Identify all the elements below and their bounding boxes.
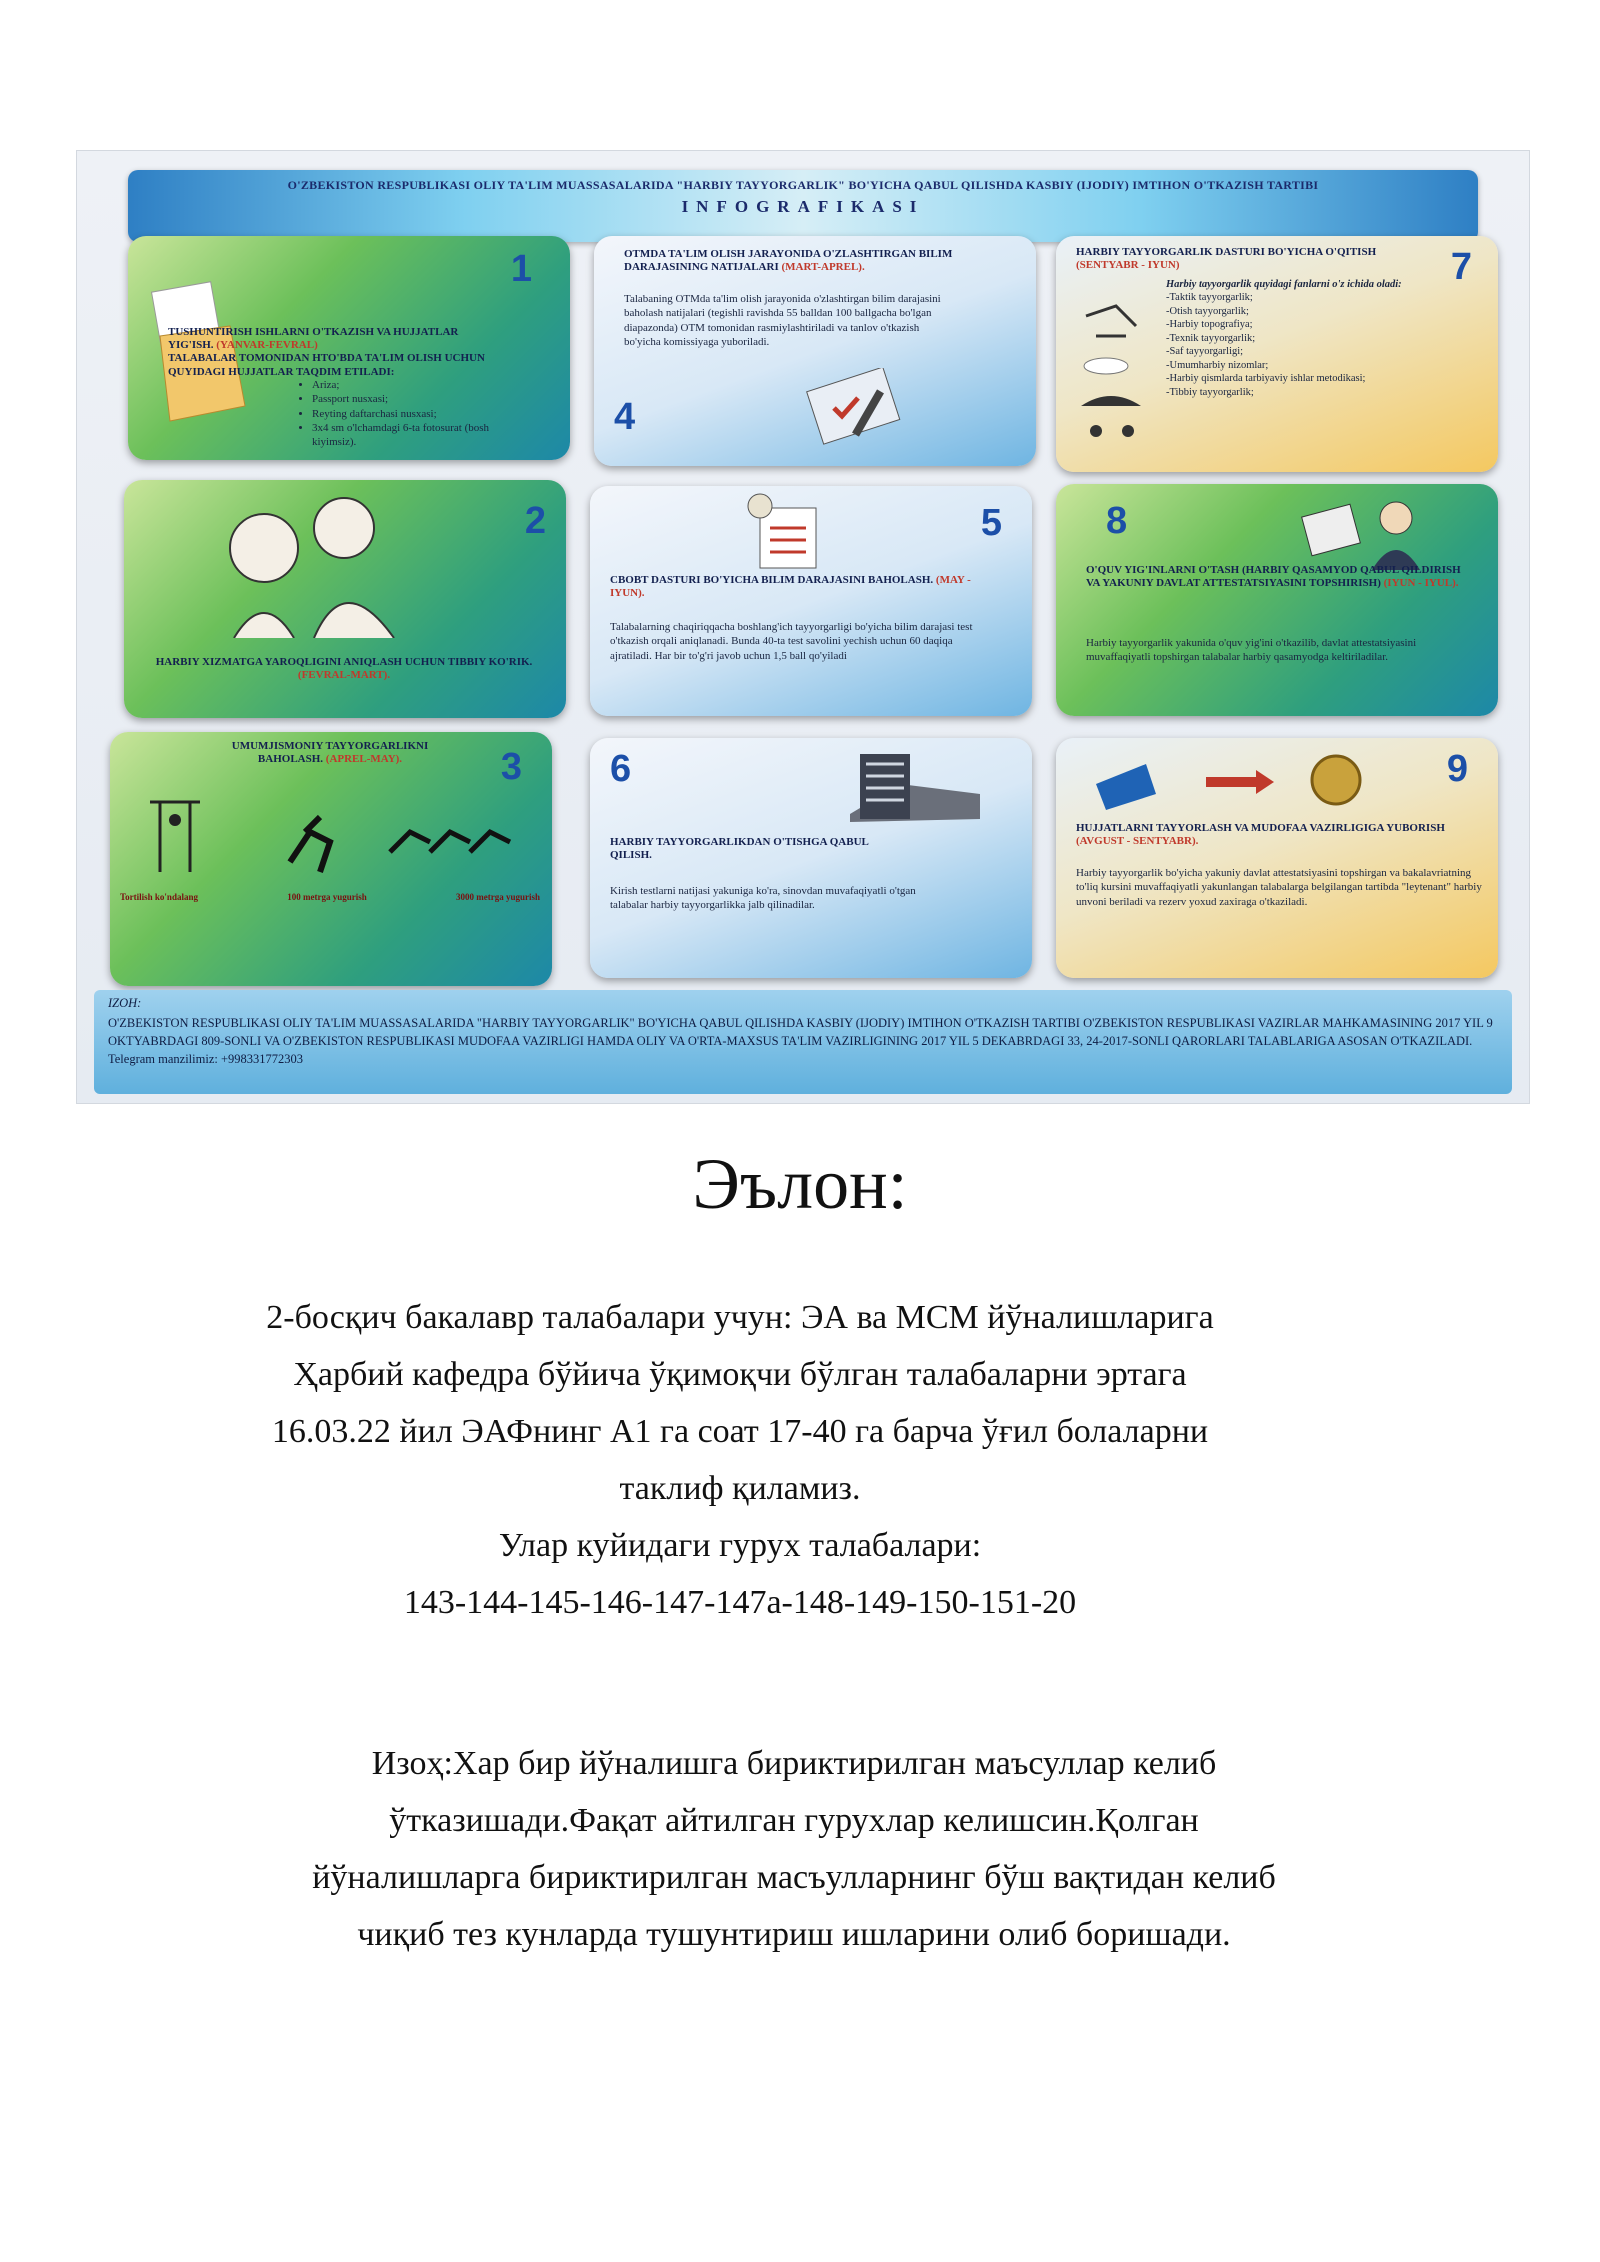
announcement-line: Улар куйидаги гурух талабалари: (498, 1527, 982, 1564)
footer-text: O'ZBEKISTON RESPUBLIKASI OLIY TA'LIM MUASSASALARIDA "HARBIY TAYYORGARLIK" BO'YICHA QABUL QILISHDA KASBIY (IJODIY) IMTIHON O'TKAZISH TARTIBI O'ZBEKISTON RESPUBLIKASI VAZIRLAR MAHKAMASINING 2017 YIL 9 OKTYABRDAGI 809-SONLI VA O'ZBEKISTON RESPUBLIKASI MUDOFAA VAZIRLIGI HAMDA OLIY VA O'RTA-MAXSUS TA'LIM VAZIRLIGINING 2017 YIL 5 DEKABRDAGI 33, 24-2017-SONLI QARORLARI TALABLARIGA ASOSAN O'TKAZILADI. Telegram manzilimiz: +998331772303 (108, 1016, 1493, 1067)
infographic-banner (128, 170, 1478, 242)
card-title: HUJJATLARNI TAYYORLASH VA MUDOFAA VAZIRLIGIGA YUBORISH (AVGUST - SENTYABR). (1076, 822, 1445, 848)
card-title: HARBIY TAYYORGARLIK DASTURI BO'YICHA O'QITISH (SENTYABR - IYUN) (1076, 246, 1377, 272)
footer-label: IZOH: (108, 996, 142, 1010)
building-icon (840, 744, 990, 824)
mail-to-ministry-icon (1086, 744, 1376, 814)
test-sheet-icon (740, 492, 830, 572)
announcement-body (0, 1289, 1540, 1631)
card-title: UMUMJISMONIY TAYYORGARLIKNI BAHOLASH. (APREL-MAY). (231, 740, 429, 766)
card-number: 3 (500, 746, 522, 788)
card-title: CBOBT DASTURI BO'YICHA BILIM DARAJASINI BAHOLASH. (MAY - IYUN). (610, 574, 971, 600)
group-numbers: 143-144-145-146-147-147а-148-149-150-151-20 (403, 1584, 1077, 1621)
card-9 (1056, 738, 1498, 978)
card-title: TUSHUNTIRISH ISHLARNI O'TKAZISH VA HUJJATLAR YIG'ISH. (YANVAR-FEVRAL) TALABALAR TOMONIDAN HTO'BDA TA'LIM OLISH UCHUN QUYIDAGI HUJJATLAR TAQDIM ETILADI: (168, 326, 485, 378)
infographic-footer (94, 990, 1512, 1094)
card-title: HARBIY TAYYORGARLIKDAN O'TISHGA QABUL QILISH. (610, 836, 869, 862)
checklist-icon (804, 368, 914, 448)
announcement-line: Ҳарбий кафедра бўйича ўқимоқчи бўлган талабаларни эртага (293, 1356, 1187, 1393)
card-8 (1056, 484, 1498, 716)
card-number: 4 (614, 396, 636, 438)
card-number: 8 (1106, 500, 1128, 542)
card-body: Talabalarning chaqiriqqacha boshlang'ich tayyorgarligi bo'yicha bilim darajasi test o'tkazish orqali aniqlanadi. Bunda 40-ta test savolini yechish uchun 60 daqiqa ajratiladi. Har bir to'g'ri javob uchun 1,5 ball qo'yiladi (610, 621, 973, 662)
card-list: Harbiy tayyorgarlik quyidagi fanlarni o'z ichida oladi: -Taktik tayyorgarlik; -Otish tayyorgarlik; -Harbiy topografiya; -Texnik tayyorgarlik; -Saf tayyorgarligi; -Umumharbiy nizomlar; -Harbiy qismlarda tarbiyaviy ishlar metodikasi; -Tibbiy tayyorgarlik; (1166, 279, 1402, 398)
card-number: 9 (1446, 748, 1468, 790)
officer-oath-icon (1296, 490, 1436, 570)
card-number: 6 (610, 748, 632, 790)
infographic-image (76, 150, 1530, 1104)
card-7 (1056, 236, 1498, 472)
banner-title: O'ZBEKISTON RESPUBLIKASI OLIY TA'LIM MUASSASALARIDA "HARBIY TAYYORGARLIK" BO'YICHA QABUL QILISHDA KASBIY (IJODIY) IMTIHON O'TKAZISH TARTIBI (287, 178, 1319, 192)
card-body: Talabaning OTMda ta'lim olish jarayonida o'zlashtirgan bilim darajasini baholash natijalari (tegishli ravishda 55 balldan 100 ballgacha bo'lgan diapazonda) OTM tomonidan rasmiylashtiriladi va tanlov o'tkazish bo'yicha komissiyaga yuboriladi. (624, 293, 941, 348)
card-6 (590, 738, 1032, 978)
note-line: йўналишларга бириктирилган масъулларнинг бўш вақтидан келиб (312, 1859, 1276, 1896)
card-title: O'QUV YIG'INLARNI O'TASH (HARBIY QASAMYOD QABUL QILDIRISH VA YAKUNIY DAVLAT ATTESTATSIYASINI TOPSHIRISH) (IYUN - IYUL). (1086, 564, 1461, 590)
medical-exam-icon (194, 488, 414, 638)
announcement-line: 16.03.22 йил ЭАФнинг А1 га соат 17-40 га барча ўғил болаларни (271, 1413, 1209, 1450)
card-body: Harbiy tayyorgarlik bo'yicha yakuniy davlat attestatsiyasini topshirgan va bakalavriatning to'liq kursini muvaffaqiyatli yakunlangan talabalarga belgilangan tartibda "leytenant" harbiy unvoni beriladi va rezerv yoxud zaxiraga o'tkaziladi. (1076, 867, 1482, 908)
card-3 (110, 732, 552, 986)
military-training-icon (1076, 296, 1156, 456)
announcement-title: Эълон: (692, 1144, 908, 1224)
announcement-line: 2-босқич бакалавр талабалари учун: ЭА ва МСМ йўналишларига (266, 1299, 1214, 1336)
card-title: HARBIY XIZMATGA YAROQLIGINI ANIQLASH UCHUN TIBBIY KO'RIK. (FEVRAL-MART). (155, 656, 533, 682)
physical-training-icon (130, 772, 530, 892)
card-body: Kirish testlarni natijasi yakuniga ko'ra, sinovdan muvafaqiyatli o'tgan talabalar harbiy tayyorgarlikka jalb qilinadilar. (610, 885, 916, 912)
card-number: 7 (1450, 246, 1472, 288)
card-2 (124, 480, 566, 718)
card-list: • Ariza; • Passport nusxasi; • Reyting daftarchasi nusxasi; • 3x4 sm o'lchamdagi 6-ta fotosurat (bosh kiyimsiz). (298, 378, 518, 449)
note-line: Изоҳ:Хар бир йўналишга бириктирилган маъсуллар келиб (371, 1745, 1217, 1782)
card-body: Harbiy tayyorgarlik yakunida o'quv yig'ini o'tkazilib, davlat attestatsiyasini muvaffaqiyatli topshirgan talabalar harbiy qasamyodga keltiriladilar. (1086, 637, 1417, 664)
announcement-note (0, 1735, 1594, 1963)
banner-subtitle: INFOGRAFIKASI (681, 197, 925, 216)
card-number: 2 (524, 500, 546, 542)
note-line: чиқиб тез кунларда тушунтириш ишларини олиб боришади. (357, 1916, 1231, 1953)
card-title: OTMDA TA'LIM OLISH JARAYONIDA O'ZLASHTIRGAN BILIM DARAJASINING NATIJALARI (MART-APREL). (624, 248, 953, 274)
card-4 (594, 236, 1036, 466)
card-table: Tortilish ko'ndalang 100 metrga yugurish 3000 metrga yugurish (120, 892, 540, 902)
note-line: ўтказишади.Фақат айтилган гурухлар келишсин.Қолган (389, 1802, 1199, 1839)
card-number: 1 (510, 248, 532, 290)
announcement-line: таклиф қиламиз. (619, 1470, 861, 1507)
card-1 (128, 236, 570, 460)
card-number: 5 (980, 502, 1002, 544)
card-5 (590, 486, 1032, 716)
